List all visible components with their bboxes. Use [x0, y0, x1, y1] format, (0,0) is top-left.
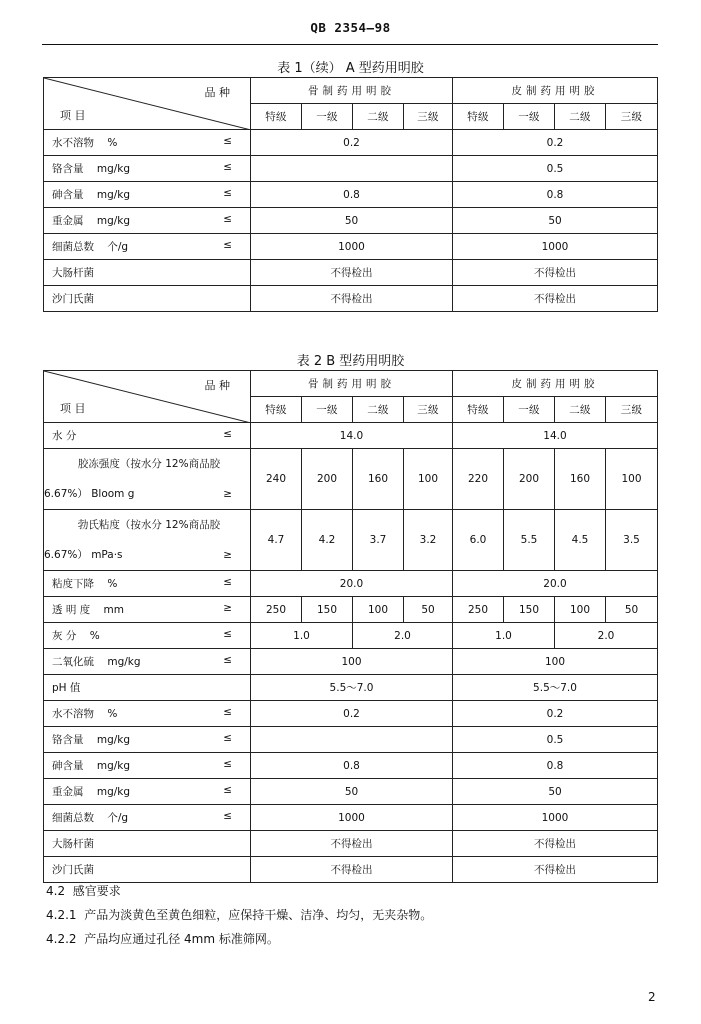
item-name: 大肠杆菌: [52, 838, 94, 850]
value-skin: 50: [453, 208, 658, 234]
item-name-line2: 6.67%） mPa·s: [44, 549, 123, 561]
operator: ≤: [223, 161, 232, 173]
table-row: [44, 649, 658, 675]
value-skin: 不得检出: [453, 286, 658, 312]
table-row: [44, 727, 658, 753]
row-label: [44, 260, 251, 286]
row-label: [44, 130, 251, 156]
item-name-line1: 勃氏粘度（按水分 12%商品胶: [77, 519, 221, 531]
grade-cell: 三级: [404, 397, 453, 423]
table-row: [44, 701, 658, 727]
value-cell: 2.0: [555, 623, 658, 649]
table-row: [44, 831, 658, 857]
table-row: [44, 423, 658, 449]
grade-cell: 一级: [504, 397, 555, 423]
corner-label-variety: 品 种: [204, 86, 230, 99]
operator: ≤: [223, 732, 232, 744]
row-label: [44, 234, 251, 260]
grade-cell: 一级: [302, 104, 353, 130]
table2: [43, 370, 658, 883]
value-cell: 100: [555, 597, 606, 623]
value-cell: 3.5: [606, 510, 658, 571]
item-name: 水不溶物 %: [52, 137, 118, 149]
row-label: [44, 597, 251, 623]
section-4-2-1: [46, 906, 432, 923]
table1: [43, 77, 658, 312]
value-skin: 1000: [453, 805, 658, 831]
item-name: 粘度下降 %: [52, 578, 118, 590]
row-label: [44, 727, 251, 753]
item-name: 铬含量 mg/kg: [52, 163, 131, 175]
value-cell: 3.7: [353, 510, 404, 571]
item-name: 细菌总数 个/g: [52, 812, 129, 824]
value-skin: 14.0: [453, 423, 658, 449]
operator: ≤: [223, 187, 232, 199]
row-label: [44, 675, 251, 701]
value-cell: 1.0: [453, 623, 555, 649]
table-row: [44, 208, 658, 234]
item-name: 细菌总数 个/g: [52, 241, 129, 253]
value-skin: 0.8: [453, 182, 658, 208]
row-label: [44, 156, 251, 182]
table-row: [44, 675, 658, 701]
item-name: 灰 分 %: [52, 630, 100, 642]
value-bone: 0.2: [251, 701, 453, 727]
value-cell: 2.0: [353, 623, 453, 649]
row-label: [44, 286, 251, 312]
section-number: 4.2.1: [46, 908, 77, 922]
value-bone: 不得检出: [251, 857, 453, 883]
operator: ≤: [223, 239, 232, 251]
value-skin: 0.2: [453, 130, 658, 156]
value-skin: 0.2: [453, 701, 658, 727]
value-skin: 不得检出: [453, 831, 658, 857]
item-name-line1: 胶冻强度（按水分 12%商品胶: [77, 458, 221, 470]
table-row: [44, 156, 658, 182]
item-name: 大肠杆菌: [52, 267, 94, 279]
row-label: [44, 779, 251, 805]
grade-cell: 特级: [453, 397, 504, 423]
corner-label-item: 项 目: [60, 109, 86, 122]
value-cell: 6.0: [453, 510, 504, 571]
value-cell: 1.0: [251, 623, 353, 649]
table-row: [44, 623, 658, 649]
item-name: pH 值: [52, 682, 81, 694]
value-bone: [251, 156, 453, 182]
value-bone: 50: [251, 208, 453, 234]
category-bone: 骨制药用明胶: [251, 371, 453, 397]
value-cell: 200: [302, 449, 353, 510]
corner-label-variety: 品 种: [204, 379, 230, 392]
grade-cell: 三级: [404, 104, 453, 130]
item-name: 水不溶物 %: [52, 708, 118, 720]
section-number: 4.2: [46, 884, 66, 898]
value-cell: 50: [404, 597, 453, 623]
operator: ≤: [223, 758, 232, 770]
grade-cell: 二级: [353, 104, 404, 130]
table-row: [44, 805, 658, 831]
value-skin: 50: [453, 779, 658, 805]
value-cell: 250: [453, 597, 504, 623]
operator: ≤: [223, 810, 232, 822]
table-row: [44, 182, 658, 208]
value-bone: 100: [251, 649, 453, 675]
item-name: 砷含量 mg/kg: [52, 189, 131, 201]
row-label: [44, 649, 251, 675]
value-bone: 14.0: [251, 423, 453, 449]
row-label: [44, 701, 251, 727]
value-bone: 5.5～7.0: [251, 675, 453, 701]
value-bone: [251, 727, 453, 753]
value-cell: 150: [504, 597, 555, 623]
operator: ≤: [223, 428, 232, 440]
grade-cell: 三级: [606, 104, 658, 130]
item-name: 水 分: [52, 430, 77, 442]
grade-cell: 二级: [353, 397, 404, 423]
table2-corner-cell: [44, 371, 251, 423]
table-row: [44, 449, 658, 510]
section-text: 感官要求: [72, 884, 121, 898]
grade-cell: 二级: [555, 104, 606, 130]
table-row: [44, 753, 658, 779]
operator: ≥: [223, 549, 232, 561]
item-name: 重金属 mg/kg: [52, 215, 131, 227]
value-skin: 1000: [453, 234, 658, 260]
category-skin: 皮制药用明胶: [453, 371, 658, 397]
category-skin: 皮制药用明胶: [453, 78, 658, 104]
value-cell: 100: [353, 597, 404, 623]
row-label: [44, 831, 251, 857]
value-skin: 0.8: [453, 753, 658, 779]
value-bone: 50: [251, 779, 453, 805]
operator: ≤: [223, 628, 232, 640]
row-label: [44, 208, 251, 234]
row-label: [44, 510, 251, 571]
value-bone: 1000: [251, 234, 453, 260]
row-label: [44, 623, 251, 649]
operator: ≥: [223, 488, 232, 500]
value-skin: 0.5: [453, 156, 658, 182]
section-4-2: [46, 882, 121, 899]
grade-cell: 三级: [606, 397, 658, 423]
section-text: 产品为淡黄色至黄色细粒，应保持干燥、洁净、均匀，无夹杂物。: [84, 908, 433, 922]
value-bone: 不得检出: [251, 286, 453, 312]
table-row: [44, 286, 658, 312]
table-row: [44, 857, 658, 883]
row-label: [44, 753, 251, 779]
value-cell: 100: [606, 449, 658, 510]
value-cell: 3.2: [404, 510, 453, 571]
grade-cell: 特级: [251, 397, 302, 423]
operator: ≤: [223, 654, 232, 666]
section-number: 4.2.2: [46, 932, 77, 946]
value-bone: 不得检出: [251, 260, 453, 286]
value-skin: 0.5: [453, 727, 658, 753]
table-row: [44, 597, 658, 623]
grade-cell: 一级: [504, 104, 555, 130]
item-name: 重金属 mg/kg: [52, 786, 131, 798]
value-skin: 不得检出: [453, 260, 658, 286]
grade-cell: 一级: [302, 397, 353, 423]
value-skin: 100: [453, 649, 658, 675]
row-label: [44, 423, 251, 449]
table-row: [44, 234, 658, 260]
value-cell: 220: [453, 449, 504, 510]
item-name: 砷含量 mg/kg: [52, 760, 131, 772]
table2-caption: 表 2 B 型药用明胶: [296, 354, 405, 369]
item-name: 二氧化硫 mg/kg: [52, 656, 141, 668]
operator: ≤: [223, 784, 232, 796]
value-cell: 150: [302, 597, 353, 623]
operator: ≤: [223, 706, 232, 718]
header-rule: [42, 44, 658, 45]
table1-caption: 表 1（续） A 型药用明胶: [277, 61, 424, 76]
value-bone: 20.0: [251, 571, 453, 597]
table-row: [44, 571, 658, 597]
section-4-2-2: [46, 930, 279, 947]
value-cell: 160: [353, 449, 404, 510]
operator: ≥: [223, 602, 232, 614]
operator: ≤: [223, 135, 232, 147]
value-bone: 1000: [251, 805, 453, 831]
operator: ≤: [223, 213, 232, 225]
value-cell: 240: [251, 449, 302, 510]
item-name: 沙门氏菌: [52, 864, 94, 876]
value-skin: 不得检出: [453, 857, 658, 883]
grade-cell: 二级: [555, 397, 606, 423]
table-row: [44, 260, 658, 286]
section-text: 产品均应通过孔径 4mm 标准筛网。: [84, 932, 279, 946]
category-bone: 骨制药用明胶: [251, 78, 453, 104]
grade-cell: 特级: [251, 104, 302, 130]
value-cell: 160: [555, 449, 606, 510]
table1-corner-cell: [44, 78, 251, 130]
row-label: [44, 182, 251, 208]
value-skin: 20.0: [453, 571, 658, 597]
value-cell: 5.5: [504, 510, 555, 571]
value-bone: 0.8: [251, 182, 453, 208]
value-cell: 100: [404, 449, 453, 510]
value-cell: 250: [251, 597, 302, 623]
item-name: 沙门氏菌: [52, 293, 94, 305]
item-name: 透 明 度 mm: [52, 604, 125, 616]
row-label: [44, 449, 251, 510]
standard-code-header: QB 2354—98: [310, 20, 391, 35]
item-name: 铬含量 mg/kg: [52, 734, 131, 746]
corner-label-item: 项 目: [60, 402, 86, 415]
page-number: 2: [648, 990, 656, 1004]
value-bone: 不得检出: [251, 831, 453, 857]
table-row: [44, 130, 658, 156]
table-row: [44, 779, 658, 805]
value-cell: 4.7: [251, 510, 302, 571]
value-cell: 4.2: [302, 510, 353, 571]
row-label: [44, 571, 251, 597]
grade-cell: 特级: [453, 104, 504, 130]
operator: ≤: [223, 576, 232, 588]
value-skin: 5.5～7.0: [453, 675, 658, 701]
value-cell: 200: [504, 449, 555, 510]
value-bone: 0.2: [251, 130, 453, 156]
row-label: [44, 805, 251, 831]
value-bone: 0.8: [251, 753, 453, 779]
value-cell: 4.5: [555, 510, 606, 571]
item-name-line2: 6.67%） Bloom g: [44, 488, 135, 500]
table-row: [44, 510, 658, 571]
value-cell: 50: [606, 597, 658, 623]
row-label: [44, 857, 251, 883]
